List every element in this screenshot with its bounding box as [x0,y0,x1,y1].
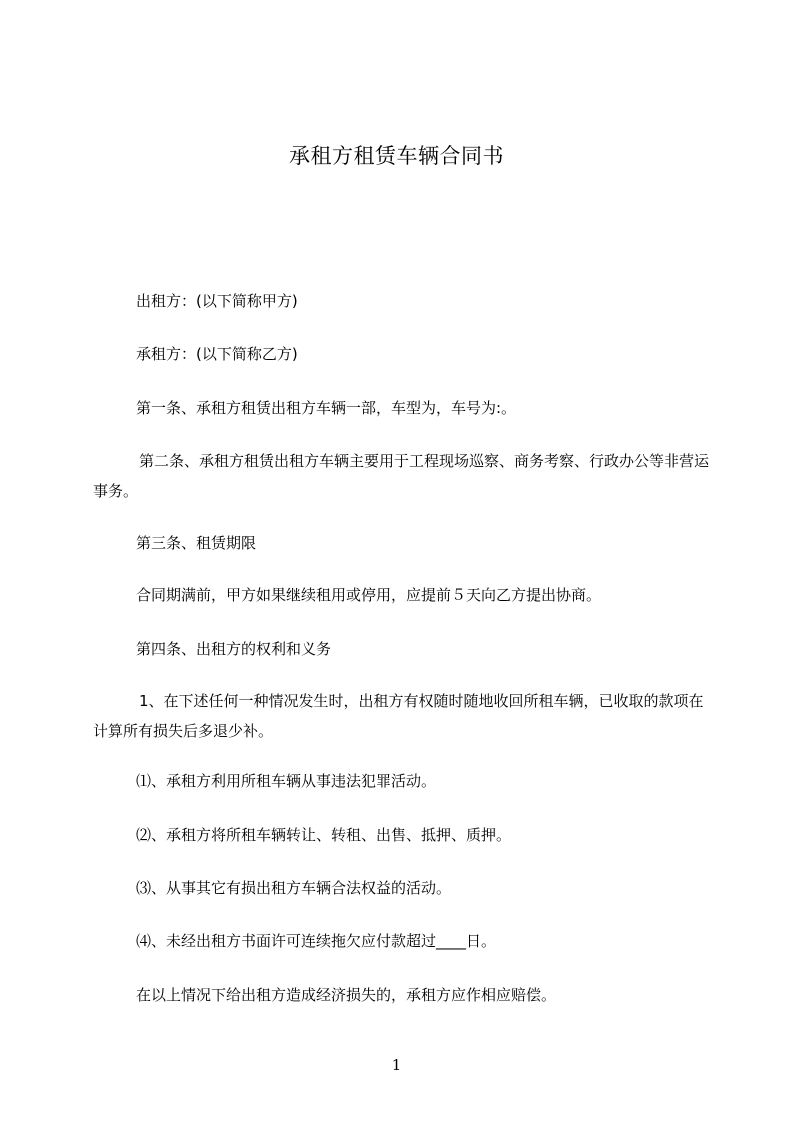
paragraph-article-2: 第二条、承租方租赁出租方车辆主要用于工程现场巡察、商务考察、行政办公等非营运事务。 [93,452,710,500]
paragraph-subitem-3: ⑶、从事其它有损出租方车辆合法权益的活动。 [136,879,452,897]
paragraph-article-1: 第一条、承租方租赁出租方车辆一部，车型为，车号为:。 [136,399,517,417]
paragraph-lessee: 承租方：(以下简称乙方) [136,345,298,363]
page-number: 1 [391,1056,402,1074]
paragraph-item-1: 1、在下述任何一种情况发生时，出租方有权随时随地收回所租车辆，已收取的款项在计算所有损失后多退少补。 [93,692,704,740]
paragraph-article-3: 第三条、租赁期限 [136,534,257,552]
paragraph-lessor: 出租方：(以下简称甲方) [136,292,298,310]
document-title: 承租方租赁车辆合同书 [289,144,504,168]
paragraph-lease-term: 合同期满前，甲方如果继续租用或停用，应提前５天向乙方提出协商。 [136,586,602,604]
paragraph-article-4: 第四条、出租方的权利和义务 [136,640,332,658]
paragraph-compensation: 在以上情况下给出租方造成经济损失的，承租方应作相应赔偿。 [136,986,557,1004]
paragraph-subitem-1: ⑴、承租方利用所租车辆从事违法犯罪活动。 [136,772,437,790]
paragraph-subitem-4: ⑷、未经出租方书面许可连续拖欠应付款超过____日。 [136,932,497,950]
paragraph-subitem-2: ⑵、承租方将所租车辆转让、转租、出售、抵押、质押。 [136,826,512,844]
